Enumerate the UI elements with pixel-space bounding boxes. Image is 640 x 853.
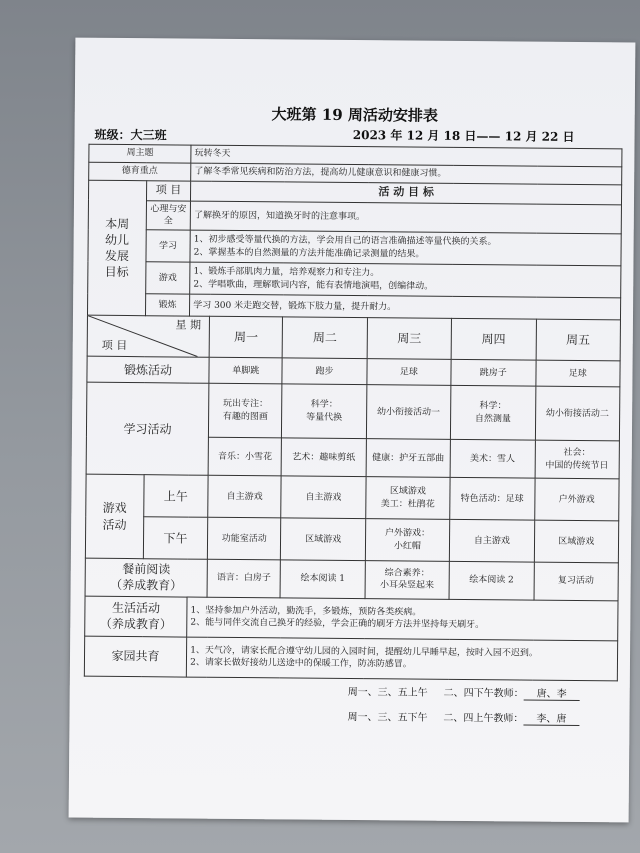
goals-section-text: 本周幼儿发展目标 [104,216,130,280]
game-pm-cell: 功能室活动 [207,517,281,560]
footer-line-2 [347,708,579,726]
study-cell: 社会： 中国的传统节日 [535,440,620,479]
day-header: 周五 [536,319,621,361]
exercise-cell: 跳房子 [451,359,536,386]
goal-label-study: 学习 [146,230,191,262]
family-text: 1、天气冷，请家长配合遵守幼儿园的入园时间，提醒幼儿早睡早起，按时入园不迟到。 2、请家长做好接幼儿送途中的保暖工作，防冻防感冒。 [186,637,617,681]
goal-text-safety: 了解换牙的原因，知道换牙时的注意事项。 [190,201,621,234]
game-am-cell: 自主游戏 [281,476,366,519]
schedule-sheet [69,38,636,823]
reading-cell: 综合素养： 小耳朵竖起来 [365,561,450,599]
day-header: 周一 [209,316,283,358]
exercise-cell: 足球 [367,359,452,386]
footer-line-1 [348,683,580,701]
study-cell: 音乐：小雪花 [208,437,282,476]
schedule-table [84,144,623,681]
goal-text-game: 1、锻炼手部肌肉力量，培养观察力和专注力。 2、学唱歌曲，理解歌词内容，能有表情地演唱，创编律动。 [190,262,621,298]
life-text: 1、坚持参加户外活动，勤洗手，多锻炼，预防各类疾病。 2、能与同伴交流自己换牙的经验，学会正确的刷牙方法并坚持每天刷牙。 [187,597,618,641]
study-cell: 玩出专注： 有趣的图画 [209,383,283,438]
game-pm-cell: 区域游戏 [534,520,619,563]
game-pm-cell: 自主游戏 [449,519,534,562]
reading-cell: 绘本阅读 2 [449,561,534,599]
class-label: 班级：大三班 [94,127,167,143]
study-cell: 健康：护牙五部曲 [366,439,451,478]
life-label: 生活活动 （养成教育） [85,596,187,637]
games-pm-label: 下午 [143,517,208,560]
date-range: 2023 年 12 月 18 日—— 12 月 22 日 [352,127,575,144]
goals-item-header: 项 目 [146,181,191,201]
teacher-signature-1: 唐、李 [524,685,580,701]
game-pm-cell: 户外游戏： 小红帽 [365,519,450,562]
study-cell: 艺术：趣味剪纸 [281,438,366,477]
study-cell: 科学： 等量代换 [282,384,367,439]
goal-text-study: 1、初步感受等量代换的方法，学会用自己的语言准确描述等量代换的关系。 2、掌握基本的自然测量的方法并能准确记录测量的结果。 [190,230,621,266]
reading-cell: 复习活动 [534,562,619,600]
moral-value: 了解冬季常见疾病和防治方法，提高幼儿健康意识和健康习惯。 [191,163,622,185]
goal-label-safety: 心理与安全 [146,201,191,231]
reading-label: 餐前阅读 （养成教育） [85,558,207,596]
study-cell: 幼小衔接活动二 [535,386,620,441]
goal-text-exercise: 学习 300 米走跑交替，锻炼下肢力量，提升耐力。 [190,294,621,320]
goals-goal-header: 活 动 目 标 [191,181,622,205]
theme-label: 周主题 [89,144,191,163]
day-header: 周四 [451,318,536,360]
study-cell: 美术：雪人 [450,439,535,478]
goal-label-exercise: 锻炼 [145,294,190,316]
day-header: 周三 [367,318,452,360]
game-pm-cell: 区域游戏 [281,518,366,561]
games-label-text: 游戏活动 [102,501,127,532]
goal-label-game: 游戏 [145,262,190,294]
moral-label: 德育重点 [89,162,191,181]
exercise-label: 锻炼活动 [87,356,209,383]
corner-bottom-label: 项 目 [101,339,128,353]
game-am-cell: 自主游戏 [208,475,282,518]
teacher-signature-2: 李、唐 [523,710,579,726]
game-am-cell: 户外游戏 [534,478,619,521]
games-label [85,474,143,559]
goals-section-label [87,180,146,316]
reading-cell: 绘本阅读 1 [280,560,365,598]
footer-line-2-text: 周一、三、五下午 二、四上午教师： [347,711,524,725]
day-header: 周二 [283,317,368,359]
footer-line-1-text: 周一、三、五上午 二、四下午教师： [347,686,524,700]
game-am-cell: 特色活动：足球 [450,477,535,520]
exercise-cell: 跑步 [282,358,367,385]
games-am-label: 上午 [143,475,208,518]
theme-value: 玩转冬天 [191,145,622,167]
exercise-cell: 单脚跳 [209,357,282,384]
corner-header [87,315,209,357]
corner-top-label: 星 期 [175,318,202,332]
family-label: 家园共育 [84,636,186,677]
study-cell: 幼小衔接活动一 [366,385,451,440]
study-label: 学习活动 [86,382,209,475]
game-am-cell: 区域游戏 美工：杜鹃花 [365,477,450,520]
sheet-title: 大班第 19 周活动安排表 [271,105,438,125]
reading-cell: 语言：白房子 [207,559,281,597]
study-cell: 科学： 自然测量 [451,385,536,440]
exercise-cell: 足球 [535,360,620,387]
